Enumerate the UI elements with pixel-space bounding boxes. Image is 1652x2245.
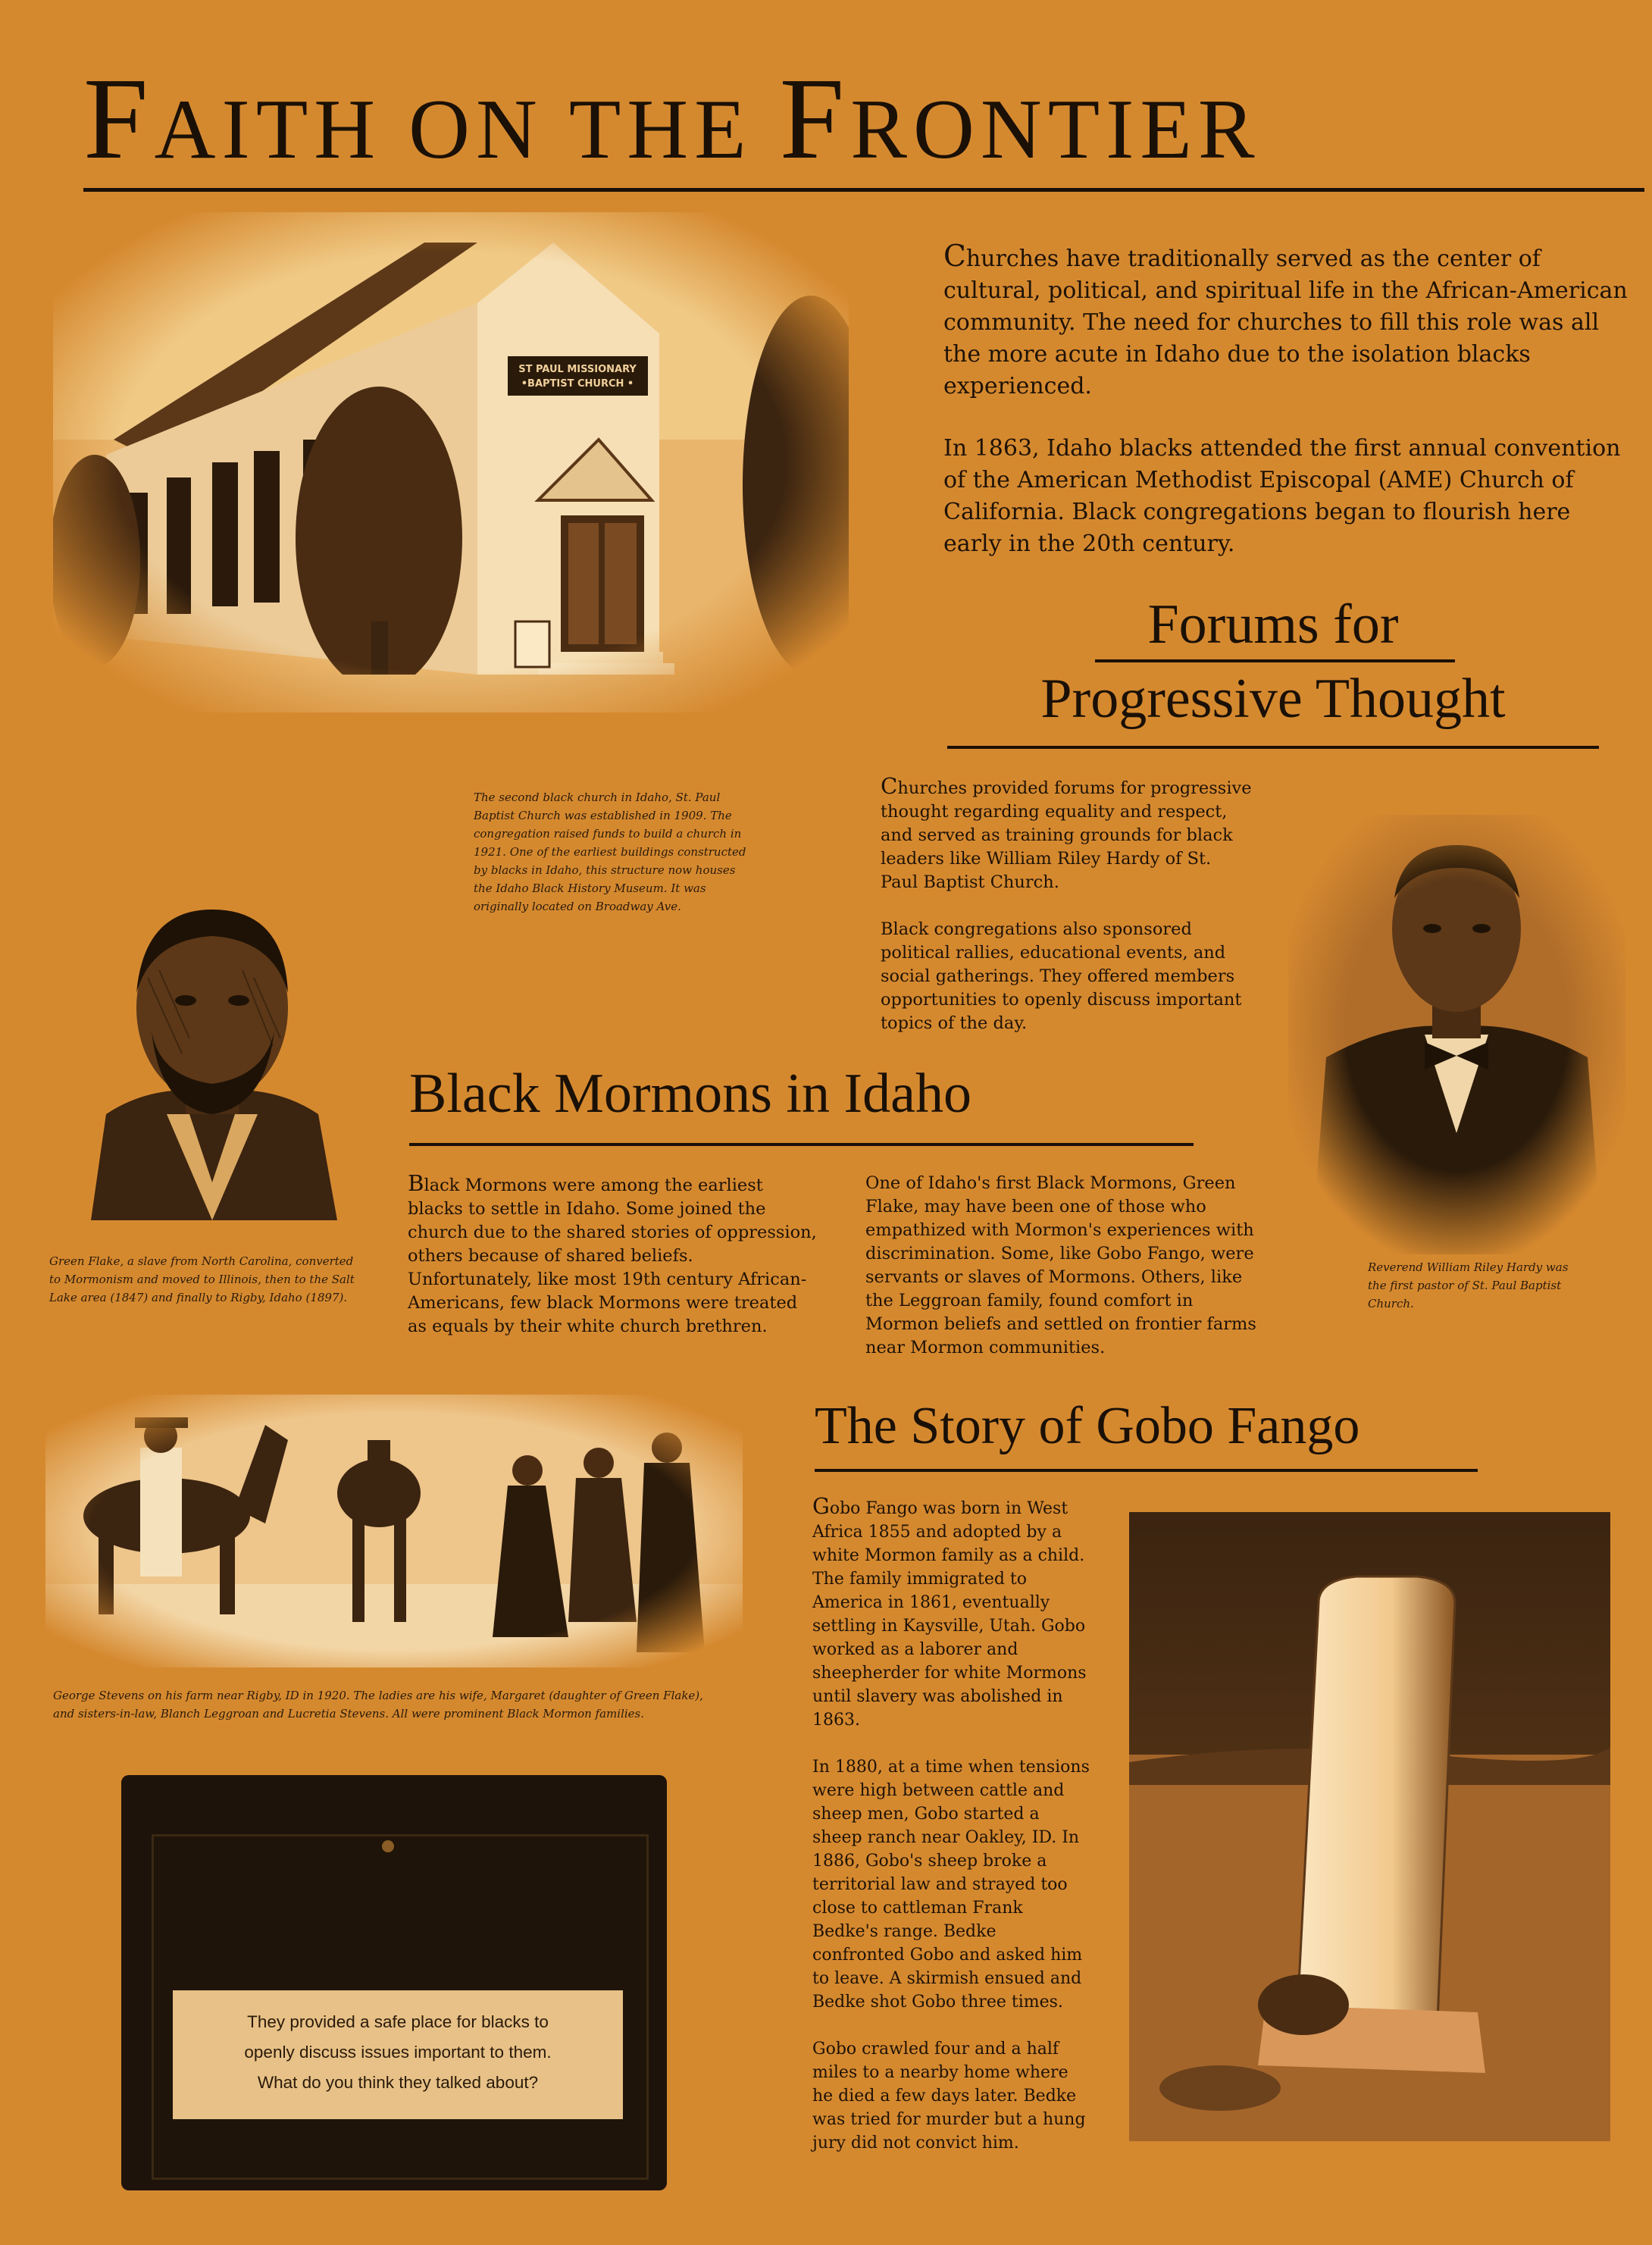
church-photo [53, 212, 849, 712]
plaque-line-3: What do you think they talked about? [257, 2073, 539, 2092]
intro-paragraph-2: In 1863, Idaho blacks attended the first annual convention of the American Methodist Episcopal (AME) Church of California. Black congregations began to flourish here early in the 20th century. [943, 435, 1621, 557]
gobo-text: Gobo Fango was born in West Africa 1855 and adopted by a white Mormon family as a child. The family immigrated to America in 1861, eventually settling in Kaysville, Utah. Gobo worked as a laborer and sheepherder for white Mormons until slavery was abolished in 1863. In 1880, at a time when tensions were high between cattle and sheep men, Gobo started a sheep ranch near Oakley, ID. In 1886, Gobo's sheep broke a territorial law and strayed too close to cattleman Frank Bedke's range. Bedke confronted Gobo and asked him to leave. A skirmish ensued and Bedke shot Gobo three times. Gobo crawled four and a half miles to a nearby home where he died a few days later. Bedke was tried for murder but a hung jury did not convict him. [812, 1493, 1090, 2153]
mormons-heading: Black Mormons in Idaho [409, 1063, 971, 1125]
gobo-heading-rule [815, 1469, 1478, 1472]
page-title: FAITH ON THE FRONTIER [83, 55, 1261, 183]
hardy-portrait [1288, 815, 1625, 1254]
hardy-caption: Reverend William Riley Hardy was the first pastor of St. Paul Baptist Church. [1368, 1260, 1569, 1310]
mormons-heading-rule [409, 1143, 1194, 1146]
title-rule [83, 188, 1644, 192]
intro-text [943, 241, 1633, 590]
green-flake-portrait [76, 864, 349, 1220]
plaque-line-2: openly discuss issues important to them. [244, 2043, 552, 2062]
green-flake-caption: Green Flake, a slave from North Carolina, converted to Mormonism and moved to Illinois, then to the Salt Lake area (1847) and finally to Rigby, Idaho (1897). [49, 1254, 355, 1304]
forums-heading-rule-1 [1095, 659, 1455, 662]
intro-paragraph-1: Churches have traditionally served as the center of cultural, political, and spiritual life in the African-American community. The need for churches to fill this role was all the more acute in Idaho due to the isolation blacks experienced. [943, 240, 1628, 399]
gravestone-photo [1129, 1512, 1610, 2141]
forums-heading-line2: Progressive Thought [1040, 668, 1506, 730]
church-caption: The second black church in Idaho, St. Paul Baptist Church was established in 1909. The congregation raised funds to build a church in 1921. One of the earliest buildings constructed by blacks in Idaho, this structure now houses the Idaho Black History Museum. It was originally located on Broadway Ave. [474, 791, 746, 913]
mormons-column-1: Black Mormons were among the earliest blacks to settle in Idaho. Some joined the church due to the shared stories of oppression, others because of shared beliefs. Unfortunately, like most 19th century African-Americans, few black Mormons were treated as equals by their white church brethren. [408, 1170, 817, 1336]
plaque-line-1: They provided a safe place for blacks to [247, 2012, 549, 2031]
gobo-heading: The Story of Gobo Fango [815, 1397, 1360, 1455]
forums-heading-rule-2 [947, 746, 1599, 749]
forums-heading-line2-wrap [940, 670, 1607, 729]
plaque-screw [382, 1840, 394, 1852]
forums-paragraph-2: Black congregations also sponsored political rallies, educational events, and social gatherings. They offered members opportunities to openly discuss important topics of the day. [881, 919, 1242, 1033]
stevens-caption: George Stevens on his farm near Rigby, ID in 1920. The ladies are his wife, Margaret (daughter of Green Flake), and sisters-in-law, Blanch Leggroan and Lucretia Stevens. All were prominent Black Mormon families. [53, 1689, 703, 1721]
plaque-card [173, 1990, 623, 2119]
forums-paragraph-1: Churches provided forums for progressive thought regarding equality and respect, and served as training grounds for black leaders like William Riley Hardy of St. Paul Baptist Church. [881, 773, 1252, 892]
forums-heading-line1: Forums for [1147, 593, 1399, 656]
stevens-farm-photo [45, 1395, 743, 1667]
forums-heading [940, 593, 1607, 656]
forums-text [881, 775, 1252, 1059]
mormons-column-2: One of Idaho's first Black Mormons, Green Flake, may have been one of those who empathized with Mormon's experiences with discrimination. Some, like Gobo Fango, were servants or slaves of Mormons. Others, like the Leggroan family, found comfort in Mormon beliefs and settled on frontier farms near Mormon communities. [865, 1173, 1256, 1357]
